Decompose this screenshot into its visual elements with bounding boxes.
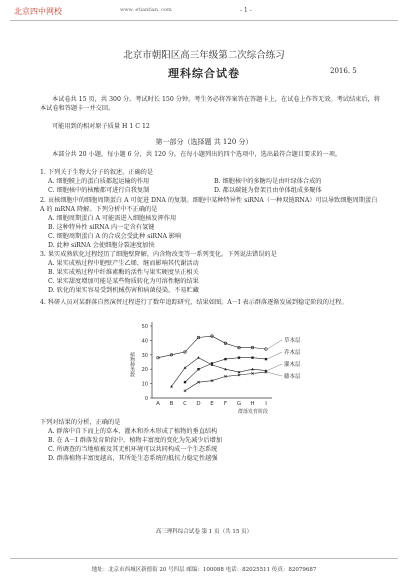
atomic-mass-note: 可能用到的相对原子质量 H 1 C 12 — [52, 123, 150, 130]
legend-leader — [267, 364, 282, 371]
series-line — [185, 372, 266, 391]
question-2 — [40, 196, 380, 250]
legend-leader — [267, 352, 282, 359]
option-d: D. 此种 siRNA 会使细胞分裂速度加快 — [48, 242, 155, 249]
x-axis-label: 群落发育阶段 — [237, 409, 268, 415]
legend-leader — [267, 372, 282, 376]
succession-line-chart — [120, 318, 330, 418]
part1-heading: 第一部分（选择题 共 120 分） — [155, 138, 253, 146]
exam-date: 2016. 5 — [330, 67, 357, 75]
y-tick-label: 20 — [141, 367, 148, 374]
option-c: C. 果实甜度增加可能是某些物质转化为可溶性糖的结果 — [48, 278, 199, 285]
legend-leader — [267, 340, 282, 349]
intro-paragraph: 本试卷共 15 页，共 300 分。考试时长 150 分钟。考生务必将答案答在答题卡上，在试卷上作答无效。考试结束后，将本试卷和答题卡一并交回。 — [40, 96, 380, 112]
legend-entry: 乔木层 — [284, 350, 301, 356]
x-tick-label: B — [169, 401, 174, 407]
x-tick-label: D — [196, 401, 201, 407]
y-tick-label: 10 — [141, 381, 148, 388]
legend-entry: 灌木层 — [284, 362, 301, 368]
page-footer-label: 高三理科综合试卷 第 1 页（共 15 页） — [155, 529, 253, 535]
x-tick-label: H — [250, 401, 255, 407]
part1-instructions: 本部分共 20 小题，每小题 6 分，共 120 分。在每小题列出的四个选项中，选出最符合题目要求的一项。 — [52, 151, 342, 158]
option-d: D. 都以碳链为骨架且由单体组成多聚体 — [214, 187, 322, 194]
question-stem: 4. 科研人员对某群落自然演替过程进行了数年追踪研究，结果如图。A－I 表示群落逐渐发展到稳定阶段的过程。 — [40, 299, 348, 306]
option-b: B. 细胞核中的多糖均是由叶绿体合成的 — [214, 178, 322, 185]
footer-rule — [10, 558, 398, 559]
y-tick-label: 50 — [141, 324, 148, 330]
option-a: A. 细胞膜上的蛋白质都起运输的作用 — [48, 178, 150, 185]
legend-entry: 草本层 — [284, 338, 301, 344]
question-3 — [40, 250, 380, 295]
option-a: A. 果实成熟过程中胞壁产生乙烯，继而影响其代谢活动 — [48, 260, 199, 267]
exam-title: 北京市朝阳区高三年级第二次综合练习 — [123, 50, 285, 61]
option-c: C. 所调查的当地植被及其无机环境可以共同构成一个生态系统 — [48, 446, 218, 453]
site-url: www. etiantian. com — [120, 7, 172, 13]
option-b: B. 这种特异性 siRNA 内一定含有氢键 — [48, 224, 155, 231]
y-tick-label: 40 — [141, 338, 148, 345]
option-b: B. 果实成熟过程中纤维素酶的活性与果实硬度呈正相关 — [48, 269, 199, 276]
question-1 — [40, 168, 380, 195]
x-tick-label: I — [265, 401, 267, 407]
option-a: A. 细胞周期蛋白 A 可能需进入细胞核发挥作用 — [48, 215, 177, 222]
x-tick-label: A — [156, 401, 160, 407]
option-b: B. 在 A－I 群落发育阶段中，植物丰富度的变化为先减少后增加 — [48, 437, 223, 444]
question-4 — [40, 298, 380, 307]
question-stem: 下列对结果的分析，正确的是 — [40, 419, 121, 426]
site-logo-text: 北京四中网校 — [14, 7, 62, 16]
x-tick-label: G — [236, 401, 242, 407]
x-tick-label: C — [183, 401, 187, 407]
y-tick-label: 30 — [141, 352, 148, 359]
y-axis-label: 植物种类数 — [129, 352, 135, 377]
question-stem: 2. 哀核细胞中的细胞周期蛋白 A 可促进 DNA 的复制。细胞中某种特异性 siRNA（一种双链RNA）可以导致细胞周期蛋白 A 的 mRNA 降解。下列分析中不正确的是 — [40, 197, 378, 213]
option-d: D. 群落植物丰富度越高，其所处生态系统的抵抗力稳定性越强 — [48, 455, 218, 462]
footer-address: 地址：北京市西城区新德街 20 号四层 邮编：100088 电话：82025511 传真：82079687 — [91, 567, 317, 573]
header-page-number: - 1 - — [240, 7, 252, 14]
option-c: C. 细胞周期蛋白 A 的合成会受此种 siRNA 影响 — [48, 233, 182, 240]
option-c: C. 细胞核中的核酸都可进行自我复制 — [48, 187, 150, 194]
subject-title: 理科综合试卷 — [168, 67, 240, 80]
legend-entry: 藤本层 — [284, 374, 301, 380]
option-a: A. 群落中自下而上的草本、灌木和乔木形成了植物的垂直结构 — [48, 428, 218, 435]
option-d: D. 软化的果实容易受到机械伤害和病菌侵染，不易贮藏 — [48, 287, 199, 294]
x-tick-label: F — [223, 401, 228, 407]
series-line — [158, 336, 266, 358]
question-4-followup — [40, 418, 380, 463]
header-rule — [10, 20, 398, 21]
x-tick-label: E — [210, 401, 214, 407]
question-stem: 1. 下列关于生物大分子的叙述，正确的是 — [40, 169, 154, 176]
y-tick-label: 0 — [144, 396, 148, 402]
question-stem: 3. 果实成熟软化过程经历了细胞壁降解，内含物改变等一系列变化。下列说法错误的是 — [40, 251, 277, 258]
